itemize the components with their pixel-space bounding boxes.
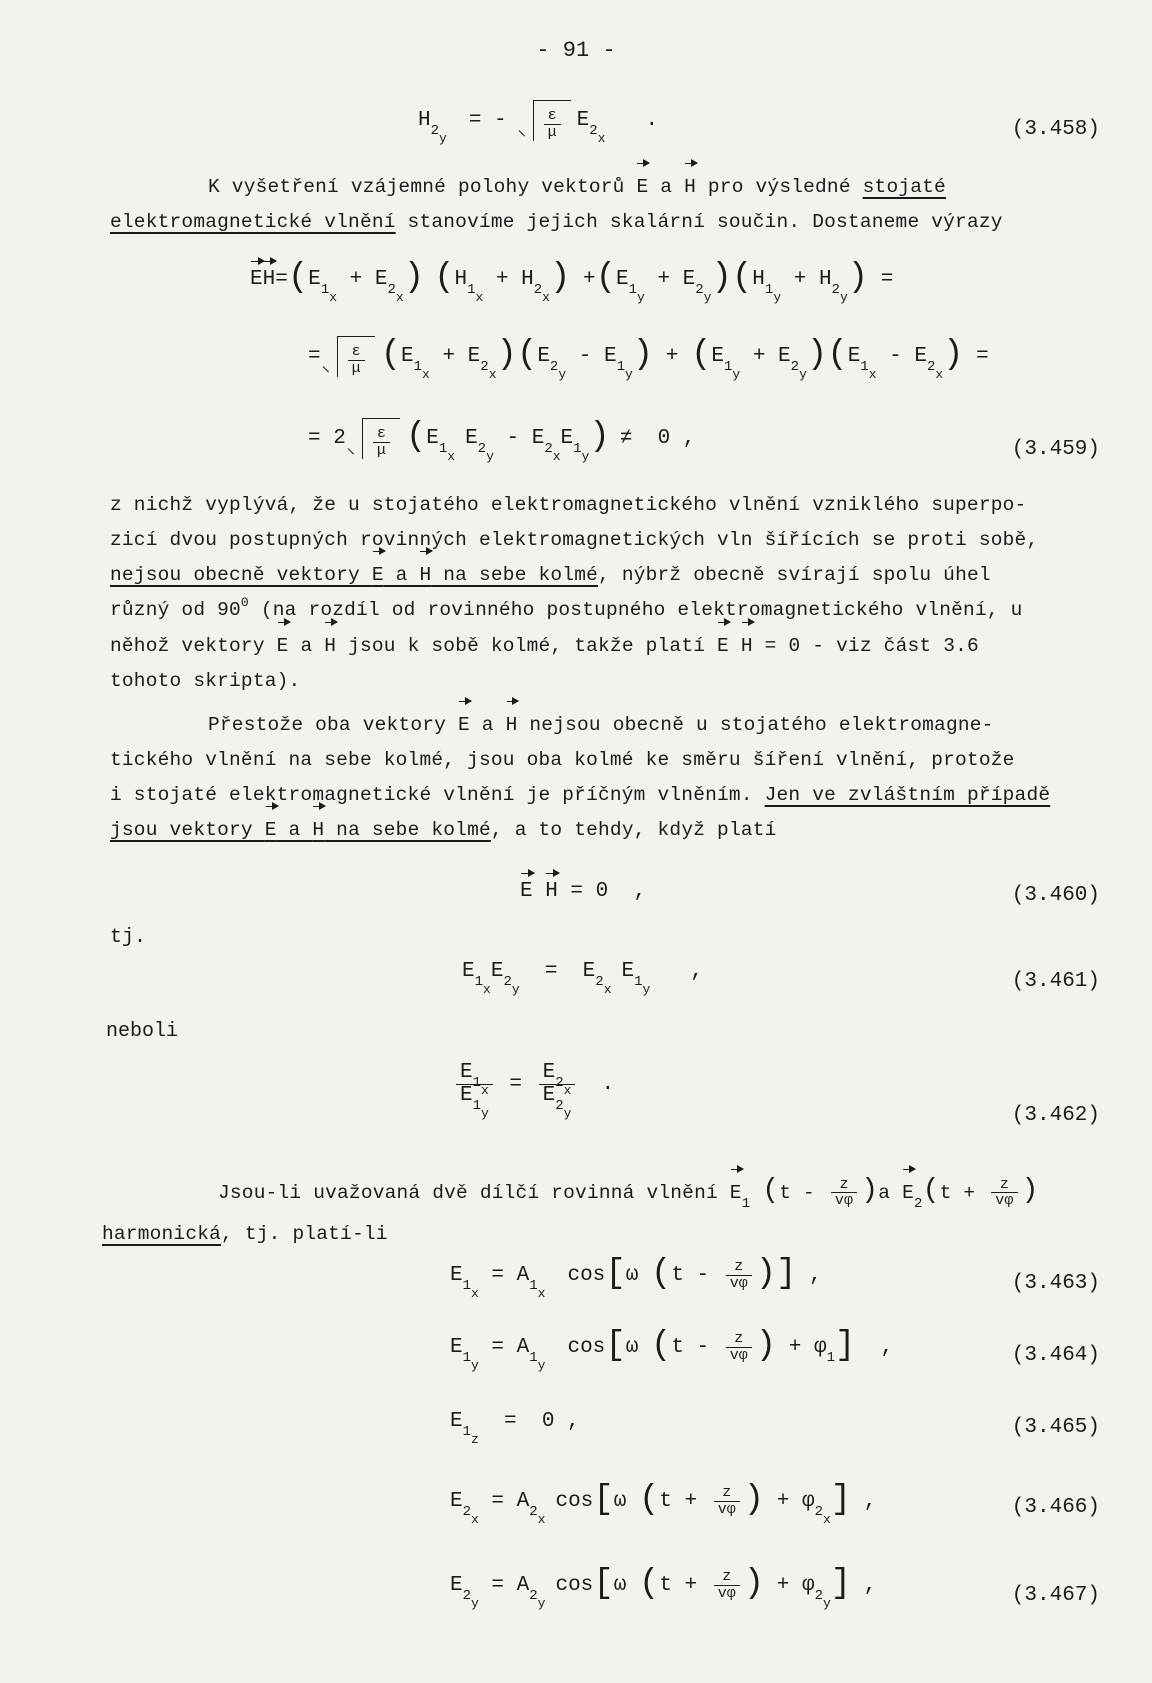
equation-3-460: E H = 0 , [520, 880, 647, 903]
equation-3-465: $E_{1z}$ = 0 , [450, 1410, 580, 1447]
equation-3-459-line3: = 2 $\frac{\varepsilon}{\mu}$ ( $E_{1x}$ $E_{2y}$ - $E_{2x}$ $E_{1y}$ ) ≠ 0 , [308, 418, 696, 464]
equation-3-459-line1: E H = ( $E_{1x}$ + $E_{2x}$ ) ( $H_{1x}$ + $H_{2x}$ ) + ( $E_{1y}$ + $E_{2y}$ ) ( $H_{1y}$ + $H_{2y}$ ) = [250, 259, 894, 305]
equation-3-466: $E_{2x}$ = $A_{2x}$ cos [ ω ( t + $\frac{z}{v\varphi}$ ) + $\varphi_{2x}$ ] , [450, 1481, 877, 1527]
equation-3-461: $E_{1x}$ $E_{2y}$ = $E_{2x}$ $E_{1y}$ , [462, 960, 703, 997]
eq-label-3-465: (3.465) [1011, 1416, 1100, 1439]
vector-H: H [684, 170, 696, 205]
eq-label-3-458: (3.458) [1011, 118, 1100, 141]
paragraph-not-perpendicular: z nichž vyplývá, že u stojatého elektromagnetického vlnění vzniklého superpo- zicí dvou postupných rovinných elektromagnetických vln šířících se proti sobě, nejsou obecně vektory E a H na sebe kolmé, nýbrž obecně svírají spolu úhel různý od $90^0$ (na rozdíl od rovinného postupného elektromagnetického vlnění, u něhož vektory E a H jsou k sobě kolmé, takže platí E H = 0 - viz část 3.6 tohoto skripta). [110, 494, 1039, 692]
eq-label-3-459: (3.459) [1011, 438, 1100, 461]
equation-3-462: $\frac{E_{1x}}{E_{1y}}$ = $\frac{E_{2x}}{E_{2y}}$ . [452, 1062, 614, 1107]
text-tj: tj. [110, 926, 147, 949]
eq-label-3-467: (3.467) [1011, 1584, 1100, 1607]
vector-E: E [636, 170, 648, 205]
equation-3-464: $E_{1y}$ = $A_{1y}$ cos [ ω ( t - $\frac{z}{v\varphi}$ ) + $\varphi_1$ ] , [450, 1327, 894, 1373]
paragraph-special-case: Přestože oba vektory E a H nejsou obecně u stojatého elektromagne- tického vlnění na sebe kolmé, jsou oba kolmé ke směru šíření vlnění, protože i stojaté elektromagnetické vlnění je příčným vlněním. Jen ve zvláštním případě jsou vektory E a H na sebe kolmé, a to tehdy, když platí [110, 708, 1050, 848]
eq-label-3-464: (3.464) [1011, 1344, 1100, 1367]
eq-label-3-461: (3.461) [1011, 970, 1100, 993]
text-neboli: neboli [106, 1020, 179, 1043]
equation-3-463: $E_{1x}$ = $A_{1x}$ cos [ ω ( t - $\frac{z}{v\varphi}$ ) ] , [450, 1255, 822, 1301]
equation-3-467: $E_{2y}$ = $A_{2y}$ cos [ ω ( t + $\frac{z}{v\varphi}$ ) + $\varphi_{2y}$ ] , [450, 1565, 877, 1611]
eq-label-3-460: (3.460) [1011, 884, 1100, 907]
eq-label-3-463: (3.463) [1011, 1272, 1100, 1295]
page-number: - 91 - [536, 38, 616, 63]
paragraph-scalar-product-intro: K vyšetření vzájemné polohy vektorů E a H pro výsledné stojaté elektromagnetické vlnění stanovíme jejich skalární součin. Dostaneme výrazy [110, 170, 1003, 240]
equation-3-458: $H_{2y}$ = - $\frac{\varepsilon}{\mu}$ $E_{2x}$ . [418, 100, 658, 141]
paragraph-harmonic: Jsou-li uvažovaná dvě dílčí rovinná vlnění $E_1$ (t - $\frac{z}{v\varphi}$ )a $E_2(t$ + $\frac{z}{v\varphi}$ ) harmonická, tj. platí-li [102, 1175, 1039, 1245]
equation-3-459-line2: = $\frac{\varepsilon}{\mu}$ ( $E_{1x}$ + $E_{2x}$ ) ( $E_{2y}$ - $E_{1y}$ ) + ( $E_{1y}$ + $E_{2y}$ ) ( $E_{1x}$ - $E_{2x}$ ) = [308, 336, 989, 382]
eq-label-3-462: (3.462) [1011, 1104, 1100, 1127]
eq-label-3-466: (3.466) [1011, 1496, 1100, 1519]
